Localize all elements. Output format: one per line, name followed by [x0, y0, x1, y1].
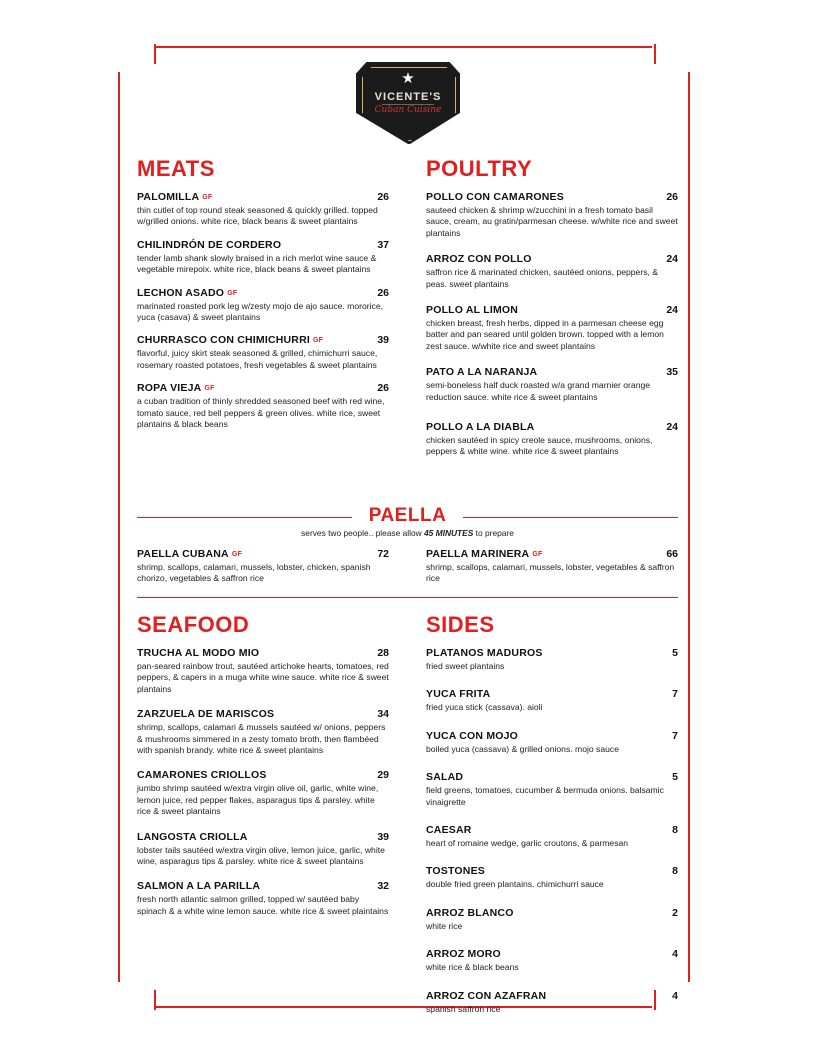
item-name: ROPA VIEJA — [137, 382, 202, 395]
menu-item — [426, 366, 678, 403]
item-name: ARROZ CON AZAFRAN — [426, 989, 547, 1002]
menu-item — [137, 769, 389, 817]
gluten-free-badge: GF — [227, 289, 238, 297]
menu-item — [137, 239, 389, 276]
item-price: 5 — [672, 647, 678, 659]
item-price: 8 — [672, 865, 678, 878]
item-price: 7 — [672, 729, 678, 742]
item-name: CAESAR — [426, 824, 472, 837]
item-name: CHURRASCO CON CHIMICHURRI — [137, 334, 310, 347]
menu-item — [137, 831, 389, 868]
item-price: 26 — [377, 191, 389, 203]
item-price: 24 — [666, 421, 678, 434]
menu-item — [137, 382, 389, 430]
item-name: ARROZ CON POLLO — [426, 253, 532, 266]
section-title-paella: PAELLA — [359, 505, 457, 527]
item-price: 4 — [672, 989, 678, 1002]
item-description: pan-seared rainbow trout, sautéed artichoke hearts, tomatoes, red peppers, & capers in a muga white wine sauce. white rice & sweet plantains — [137, 661, 389, 694]
item-description: tender lamb shank slowly braised in a rich merlot wine sauce & vegetable mirepoix. white rice, black beans & sweet plantains — [137, 252, 377, 275]
item-description: boiled yuca (cassava) & grilled onions. mojo sauce — [426, 743, 619, 754]
item-price: 28 — [377, 647, 389, 659]
item-price: 32 — [377, 880, 389, 893]
item-price: 8 — [672, 824, 678, 837]
item-name: YUCA CON MOJO — [426, 729, 519, 742]
star-icon: ★ — [401, 70, 415, 87]
item-description: jumbo shrimp sautéed w/extra virgin olive oil, garlic, white wine, lemon juice, red pepper flakes, asparagus tips & parsley. white rice & sweet plantains — [137, 783, 379, 817]
item-description: field greens, tomatoes, cucumber & bermuda onions. balsamic vinaigrette — [426, 785, 664, 807]
item-price: 26 — [377, 382, 389, 395]
item-price: 24 — [666, 304, 678, 317]
section-title-poultry: POULTRY — [426, 156, 533, 181]
gluten-free-badge: GF — [202, 194, 213, 201]
paella-note-emphasis: 45 MINUTES — [424, 528, 474, 538]
item-description: white rice — [426, 920, 463, 931]
item-description: marinated roasted pork leg w/zesty mojo de ajo sauce. mororice, yuca (casava) & sweet plantains — [137, 300, 383, 323]
paella-note — [137, 528, 678, 538]
menu-item — [426, 688, 678, 713]
item-price: 39 — [377, 830, 389, 843]
item-name: PATO A LA NARANJA — [426, 366, 538, 379]
item-price: 26 — [666, 191, 678, 203]
item-price: 66 — [666, 548, 678, 560]
gluten-free-badge: GF — [231, 551, 242, 558]
item-description: shrimp, scallops, calamari, mussels, lobster, vegetables & saffron rice — [426, 562, 675, 584]
item-name: PLATANOS MADUROS — [426, 647, 543, 659]
item-description: spanish saffron rice — [426, 1003, 501, 1014]
menu-item — [426, 865, 678, 890]
paella-section-divider — [137, 597, 678, 598]
item-name: PAELLA MARINERA — [426, 548, 530, 560]
logo-subtitle: Cuban Cuisine — [374, 105, 442, 115]
paella-column-right — [426, 548, 678, 596]
menu-item — [426, 730, 678, 755]
paella-note-suffix: to prepare — [473, 528, 514, 538]
frame-notch-top-left — [110, 38, 156, 72]
item-price: 34 — [377, 708, 389, 721]
frame-accent-top-left — [154, 44, 156, 64]
item-description: shrimp. scallops, calamari, mussels, lobster, chicken, spanish chorizo, vegetables & saffron rice — [137, 562, 371, 584]
menu-item — [426, 990, 678, 1015]
menu-item — [426, 824, 678, 849]
item-price: 2 — [672, 906, 678, 919]
item-description: thin cutlet of top round steak seasoned & quickly grilled. topped w/grilled onions. white rice, black beans & sweet plantains — [137, 205, 378, 227]
menu-item — [426, 948, 678, 973]
item-description: fried yuca stick (cassava). aioli — [426, 702, 543, 713]
logo-name: VICENTE'S — [374, 91, 442, 103]
item-price: 7 — [672, 688, 678, 701]
item-name: TOSTONES — [426, 865, 485, 878]
item-description: flavorful, juicy skirt steak seasoned & grilled, chimichurri sauce, rosemary roasted potatoes, fresh vegetables & sweet plantains — [137, 348, 378, 370]
item-description: white rice & black beans — [426, 962, 519, 973]
section-title-seafood: SEAFOOD — [137, 612, 250, 637]
item-price: 4 — [672, 948, 678, 961]
item-description: chicken sautéed in spicy creole sauce, mushrooms, onions, peppers & white wine. white rice & sweet plantains — [426, 435, 653, 457]
item-name: POLLO A LA DIABLA — [426, 421, 535, 434]
section-seafood — [137, 612, 389, 928]
item-name: POLLO AL LIMON — [426, 304, 519, 317]
item-price: 35 — [666, 366, 678, 379]
item-price: 26 — [377, 286, 389, 299]
item-price: 39 — [377, 334, 389, 347]
item-description: heart of romaine wedge, garlic croutons, & parmesan — [426, 838, 629, 849]
item-name: TRUCHA AL MODO MIO — [137, 647, 260, 659]
menu-item — [426, 548, 678, 585]
item-name: SALMON A LA PARILLA — [137, 880, 261, 893]
item-price: 5 — [672, 771, 678, 784]
menu-item — [426, 253, 678, 290]
gluten-free-badge: GF — [532, 551, 543, 558]
frame-accent-bottom-left — [154, 990, 156, 1010]
menu-item — [137, 334, 389, 371]
item-description: shrimp, scallops, calamari & mussels sautéed w/ onions, peppers & mushrooms simmered in a zesty tomato broth, then flambéed with spanish brandy. white rice & sweet plantains — [137, 722, 386, 756]
menu-item — [137, 880, 389, 917]
section-title-meats: MEATS — [137, 156, 215, 181]
item-name: ARROZ MORO — [426, 948, 501, 961]
item-name: YUCA FRITA — [426, 688, 491, 701]
section-title-sides: SIDES — [426, 612, 495, 637]
item-price: 37 — [377, 238, 389, 251]
item-name: ARROZ BLANCO — [426, 906, 514, 919]
menu-item — [137, 647, 389, 695]
item-description: fresh north atlantic salmon grilled, topped w/ sautéed baby spinach & a white wine lemon sauce. white rice & sweet plaintains — [137, 894, 389, 916]
section-paella — [137, 505, 678, 538]
item-name: LANGOSTA CRIOLLA — [137, 830, 248, 843]
section-sides — [426, 612, 678, 1026]
menu-item — [137, 191, 389, 228]
item-description: fried sweet plantains — [426, 661, 505, 671]
item-name: ZARZUELA DE MARISCOS — [137, 708, 275, 721]
item-description: chicken breast, fresh herbs, dipped in a parmesan cheese egg batter and pan seared until golden brown. topped with a lemon zest sauce. w/white rice and sweet plantains — [426, 318, 664, 351]
paella-column-left — [137, 548, 389, 596]
frame-notch-top-right — [652, 38, 698, 72]
menu-item — [426, 304, 678, 352]
item-name: LECHON ASADO — [137, 286, 225, 299]
section-meats — [137, 156, 389, 441]
frame-accent-top-right — [654, 44, 656, 64]
item-description: saffron rice & marinated chicken, sautéed onions, peppers, & peas. sweet plantains — [426, 267, 659, 289]
menu-item — [426, 647, 678, 672]
paella-note-prefix: serves two people.. please allow — [301, 528, 425, 538]
item-name: PAELLA CUBANA — [137, 548, 229, 560]
item-description: semi-boneless half duck roasted w/a grand marnier orange reduction sauce. white rice & sweet plantains — [426, 380, 651, 402]
menu-item — [426, 191, 678, 239]
item-description: a cuban tradition of thinly shredded seasoned beef with red wine, tomato sauce, red bell peppers & green olives. white rice, sweet plantains & black beans — [137, 396, 385, 430]
restaurant-logo — [356, 62, 460, 144]
item-description: sauteed chicken & shrimp w/zucchini in a fresh tomato basil sauce, cream, au gratin/parmesan cheese. w/white rice and sweet plantains — [426, 205, 678, 238]
frame-notch-bottom-left — [110, 982, 156, 1016]
item-description: lobster tails sautéed w/extra virgin olive, lemon juice, garlic, white wine, asparagus tips & parsley. white rice & sweet plantains — [137, 844, 385, 867]
gluten-free-badge: GF — [204, 385, 215, 393]
item-price: 72 — [377, 548, 389, 560]
menu-item — [426, 907, 678, 932]
item-price: 24 — [666, 253, 678, 266]
item-price: 29 — [377, 769, 389, 782]
menu-item — [426, 771, 678, 808]
item-name: PALOMILLA — [137, 191, 200, 203]
section-poultry — [426, 156, 678, 469]
menu-item — [426, 421, 678, 458]
item-name: CAMARONES CRIOLLOS — [137, 769, 267, 782]
menu-item — [137, 548, 389, 585]
item-name: POLLO CON CAMARONES — [426, 191, 564, 203]
item-name: CHILINDRÓN DE CORDERO — [137, 238, 282, 251]
item-name: SALAD — [426, 771, 464, 784]
menu-item — [137, 287, 389, 324]
item-description: double fried green plantains. chimichurri sauce — [426, 879, 604, 890]
menu-item — [137, 708, 389, 756]
gluten-free-badge: GF — [313, 337, 324, 345]
